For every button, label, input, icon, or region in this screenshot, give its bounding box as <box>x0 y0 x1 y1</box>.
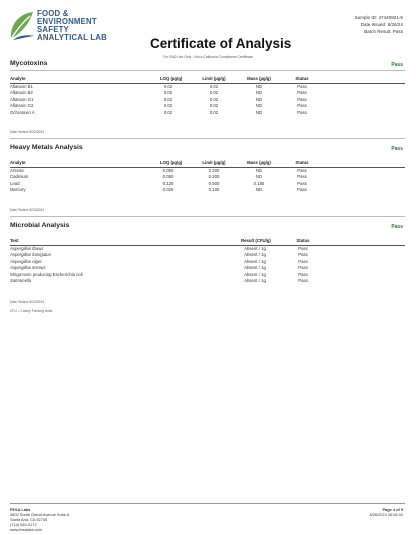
analyte: Aflatoxin B1 <box>10 83 33 89</box>
result: Absent / 1g <box>244 265 266 270</box>
lab-logo <box>8 9 128 49</box>
result: Absent / 1g <box>244 278 266 283</box>
analyte: Arsenic <box>10 167 25 173</box>
col-test: Test <box>10 238 19 243</box>
col-status: Status <box>295 160 309 165</box>
print-timestamp: 8/26/2024 16:06:32 <box>369 512 403 517</box>
table-header <box>10 160 405 168</box>
limit: 0.02 <box>209 96 219 102</box>
heavy-metals-date-tested: Date Tested: 8/23/2024 <box>10 208 45 212</box>
footer-page-info <box>369 507 403 517</box>
lab-phone: (714) 540-0172 <box>10 522 37 527</box>
col-mass: Mass (µg/g) <box>247 160 271 165</box>
result: Absent / 1g <box>244 245 266 251</box>
footer-divider <box>10 503 405 504</box>
result: Absent / 1g <box>244 258 266 264</box>
heavy-metals-table <box>10 160 405 194</box>
col-status: Status <box>296 238 310 243</box>
loq: 0.050 <box>162 174 174 179</box>
sample-id: Sample ID: 47440821-5 <box>354 15 403 20</box>
test-name: Salmonella <box>10 278 32 283</box>
status: Pass <box>297 167 307 173</box>
test-name: Aspergillus terreus <box>10 265 46 270</box>
limit: 0.500 <box>208 180 220 186</box>
mass: ND <box>255 187 263 192</box>
logo-line-4: ANALYTICAL LAB <box>37 33 107 42</box>
mass: ND <box>255 83 263 89</box>
loq: 0.02 <box>163 83 173 89</box>
analyte: Ochratoxin A <box>10 109 35 115</box>
loq: 0.025 <box>162 187 174 192</box>
status: Pass <box>297 174 307 179</box>
mycotoxins-date-tested: Date Tested: 8/22/2024 <box>10 130 45 134</box>
mycotoxins-status: Pass <box>391 62 403 68</box>
col-analyte: Analyte <box>10 160 26 165</box>
lab-name: FESA Labs <box>10 507 31 512</box>
lab-address-2: Santa Ana, CA 92705 <box>10 517 48 522</box>
col-result: Result (CFU/g) <box>241 238 271 243</box>
col-loq: LOQ (µg/g) <box>160 76 183 81</box>
status: Pass <box>298 245 308 251</box>
analyte: Mercury <box>10 187 26 192</box>
loq: 0.02 <box>163 109 173 115</box>
mass: 0.185 <box>253 180 265 186</box>
limit: 0.100 <box>208 187 220 192</box>
col-analyte: Analyte <box>10 76 26 81</box>
test-name: Aspergillus niger <box>10 258 42 264</box>
date-issued: Date Issued: 8/26/24 <box>360 22 403 27</box>
loq: 0.125 <box>162 180 174 186</box>
table-row <box>10 110 405 117</box>
page-number: Page 4 of 5 <box>382 507 403 512</box>
limit: 0.02 <box>209 109 219 115</box>
analyte: Aflatoxin G2 <box>10 103 34 108</box>
status: Pass <box>298 258 308 264</box>
limit: 0.02 <box>209 90 219 95</box>
table-header <box>10 238 405 246</box>
status: Pass <box>298 265 308 270</box>
logo-line-1: FOOD & <box>37 9 69 18</box>
col-mass: Mass (µg/g) <box>247 76 271 81</box>
mycotoxins-table <box>10 76 405 116</box>
mass: ND <box>255 167 263 173</box>
analyte: Cadmium <box>10 174 29 179</box>
col-limit: Limit (µg/g) <box>202 76 226 81</box>
logo-line-3: SAFETY <box>37 25 69 34</box>
col-loq: LOQ (µg/g) <box>160 160 183 165</box>
status: Pass <box>298 252 308 257</box>
status: Pass <box>297 187 307 192</box>
heavy-metals-title: Heavy Metals Analysis <box>10 144 83 151</box>
test-name: Aspergillus flavus <box>10 245 44 251</box>
status: Pass <box>298 271 308 277</box>
col-status: Status <box>295 76 309 81</box>
lab-address-1: 2802 South Grand Avenue Suite A <box>10 512 70 517</box>
loq: 0.02 <box>163 90 173 95</box>
loq: 0.050 <box>162 167 174 173</box>
analyte: Aflatoxin B2 <box>10 90 33 95</box>
limit: 0.200 <box>208 167 220 173</box>
analyte: Aflatoxin G1 <box>10 96 34 102</box>
mass: ND <box>255 174 263 179</box>
limit: 0.02 <box>209 103 219 108</box>
status: Pass <box>297 96 307 102</box>
heavy-metals-status: Pass <box>391 146 403 152</box>
analyte: Lead <box>10 180 20 186</box>
mass: ND <box>255 90 263 95</box>
cfu-note: CFU = Colony Forming Units <box>10 309 53 313</box>
status: Pass <box>297 83 307 89</box>
status: Pass <box>297 103 307 108</box>
header-meta <box>354 14 403 35</box>
table-row <box>10 187 405 194</box>
leaf-logo-icon <box>8 9 38 43</box>
document-subtitle: For R&D Use Only - Not a California Compliance Certificate <box>163 55 253 59</box>
mass: ND <box>255 103 263 108</box>
table-row <box>10 278 405 285</box>
result: Absent / 1g <box>244 271 266 277</box>
footer-lab-info <box>10 507 69 532</box>
divider <box>10 70 405 71</box>
test-name: Shiga-toxin producing Escherichia coli <box>10 271 83 277</box>
table-header <box>10 76 405 84</box>
status: Pass <box>298 278 308 283</box>
limit: 0.200 <box>208 174 220 179</box>
mycotoxins-title: Mycotoxins <box>10 60 48 67</box>
col-limit: Limit (µg/g) <box>202 160 226 165</box>
lab-website[interactable]: www.fesalabs.com <box>10 527 43 532</box>
test-name: Aspergillus fumigatus <box>10 252 51 257</box>
loq: 0.02 <box>163 103 173 108</box>
logo-line-2: ENVIRONMENT <box>37 17 97 26</box>
limit: 0.02 <box>209 83 219 89</box>
status: Pass <box>297 90 307 95</box>
microbial-date-tested: Date Tested: 8/23/2024 <box>10 300 45 304</box>
document-title: Certificate of Analysis <box>150 36 292 51</box>
divider <box>10 216 405 217</box>
divider <box>10 138 405 139</box>
microbial-title: Microbial Analysis <box>10 222 70 229</box>
status: Pass <box>297 109 307 115</box>
microbial-table <box>10 238 405 285</box>
status: Pass <box>297 180 307 186</box>
mass: ND <box>255 96 263 102</box>
loq: 0.02 <box>163 96 173 102</box>
batch-result: Batch Result: Pass <box>364 29 403 34</box>
mass: ND <box>255 109 263 115</box>
result: Absent / 1g <box>244 252 266 257</box>
microbial-status: Pass <box>391 224 403 230</box>
